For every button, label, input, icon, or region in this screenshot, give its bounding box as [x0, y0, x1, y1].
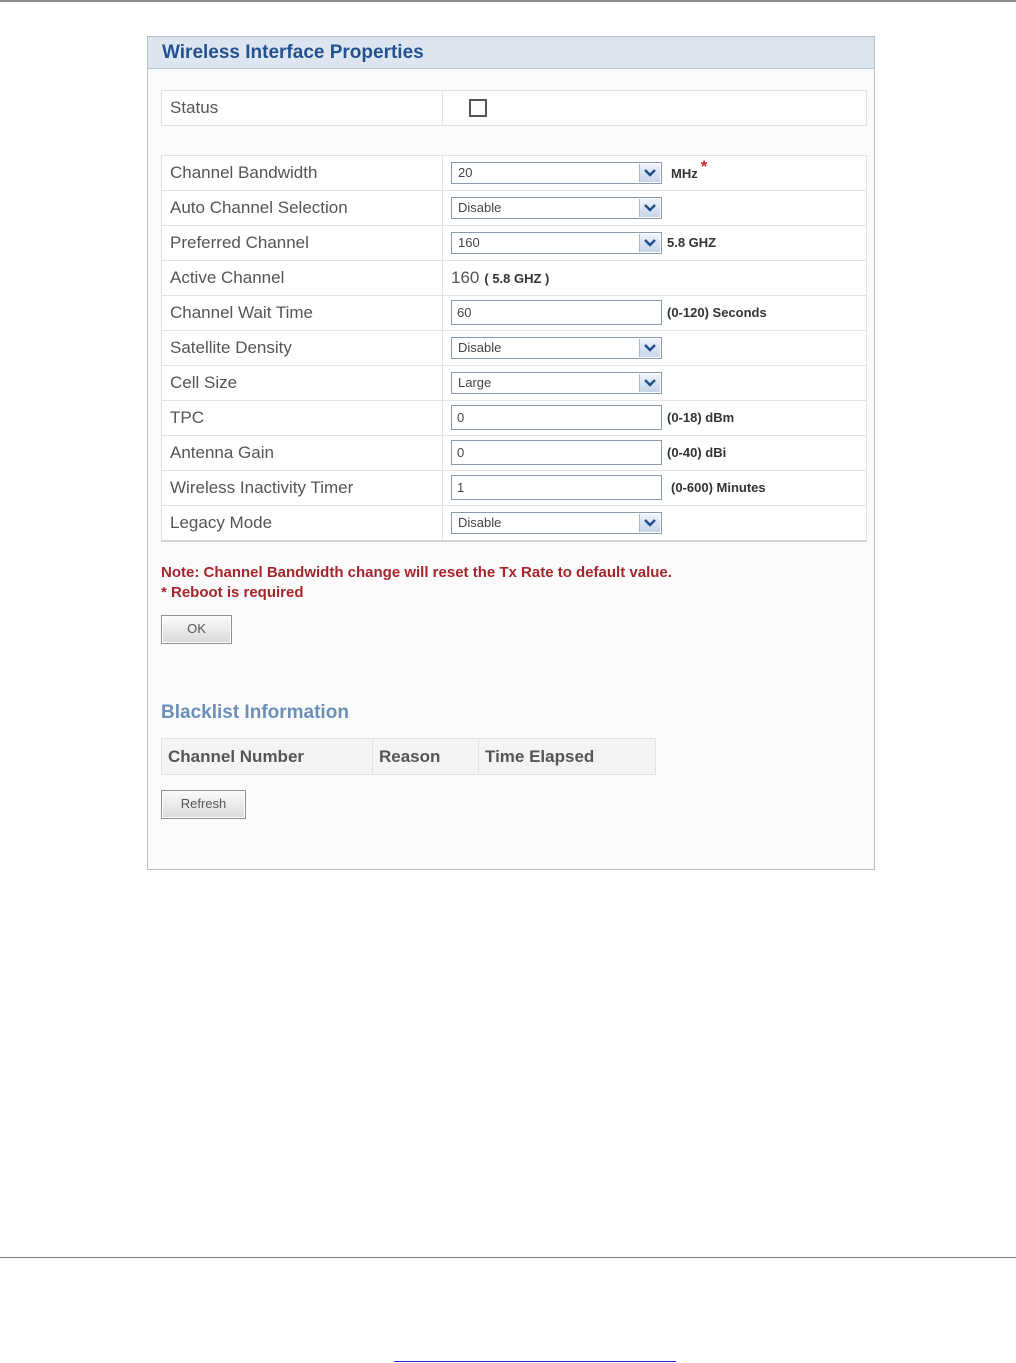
wireless-inactivity-timer-input[interactable]: 1	[451, 475, 662, 500]
antenna-gain-value	[451, 436, 866, 470]
refresh-button[interactable]: Refresh	[161, 790, 246, 819]
auto-channel-selection-selected: Disable	[458, 200, 502, 215]
channel-wait-time-label: Channel Wait Time	[162, 296, 443, 330]
channel-bandwidth-label: Channel Bandwidth	[162, 156, 443, 190]
auto-channel-selection-label: Auto Channel Selection	[162, 191, 443, 225]
status-section	[161, 90, 867, 126]
active-channel-label: Active Channel	[162, 261, 443, 295]
chevron-down-icon[interactable]	[639, 199, 660, 217]
note-block	[161, 563, 861, 603]
column-channel-number: Channel Number	[162, 739, 373, 774]
status-value	[451, 91, 866, 125]
row-antenna-gain	[162, 436, 866, 471]
satellite-density-selected: Disable	[458, 340, 502, 355]
channel-bandwidth-unit	[671, 156, 707, 191]
preferred-channel-label: Preferred Channel	[162, 226, 443, 260]
wireless-interface-panel	[147, 36, 875, 870]
row-satellite-density	[162, 331, 866, 366]
auto-channel-selection-value	[451, 191, 866, 225]
antenna-gain-input[interactable]: 0	[451, 440, 662, 465]
satellite-density-label: Satellite Density	[162, 331, 443, 365]
active-channel-number: 160	[451, 268, 480, 287]
legacy-mode-select[interactable]	[451, 512, 662, 534]
channel-bandwidth-selected: 20	[458, 165, 473, 180]
legacy-mode-selected: Disable	[458, 515, 502, 530]
required-asterisk: *	[700, 157, 708, 176]
channel-wait-time-unit: (0-120) Seconds	[667, 305, 767, 320]
channel-wait-time-value	[451, 296, 866, 330]
status-checkbox[interactable]	[469, 99, 487, 117]
antenna-gain-unit: (0-40) dBi	[667, 445, 727, 460]
preferred-channel-value	[451, 226, 866, 260]
wireless-inactivity-timer-label: Wireless Inactivity Timer	[162, 471, 443, 505]
wireless-inactivity-timer-value	[451, 471, 866, 505]
satellite-density-value	[451, 331, 866, 365]
panel-title: Wireless Interface Properties	[148, 37, 874, 69]
chevron-down-icon[interactable]	[639, 374, 660, 392]
chevron-down-icon[interactable]	[639, 164, 660, 182]
status-row	[162, 91, 866, 125]
footer-link-underline[interactable]	[394, 1361, 676, 1362]
settings-table	[161, 155, 867, 542]
channel-bandwidth-value	[451, 156, 866, 190]
row-channel-bandwidth	[162, 156, 866, 191]
page-footer-rule	[0, 1257, 1016, 1258]
chevron-down-icon[interactable]	[639, 514, 660, 532]
column-time-elapsed: Time Elapsed	[485, 747, 595, 766]
ok-button[interactable]: OK	[161, 615, 232, 644]
tpc-label: TPC	[162, 401, 443, 435]
tpc-unit: (0-18) dBm	[667, 410, 735, 425]
satellite-density-select[interactable]	[451, 337, 662, 359]
channel-wait-time-input[interactable]: 60	[451, 300, 662, 325]
top-rule	[0, 0, 1016, 2]
legacy-mode-value	[451, 506, 866, 540]
row-channel-wait-time	[162, 296, 866, 331]
chevron-down-icon[interactable]	[639, 234, 660, 252]
antenna-gain-label: Antenna Gain	[162, 436, 443, 470]
chevron-down-icon[interactable]	[639, 339, 660, 357]
row-tpc	[162, 401, 866, 436]
active-channel-readout	[451, 261, 549, 296]
row-legacy-mode	[162, 506, 866, 540]
blacklist-title: Blacklist Information	[161, 702, 349, 723]
active-channel-value	[451, 261, 866, 295]
active-channel-unit: ( 5.8 GHZ )	[484, 271, 550, 286]
cell-size-value	[451, 366, 866, 400]
blacklist-table-header	[161, 738, 656, 775]
row-auto-channel-selection	[162, 191, 866, 226]
row-wireless-inactivity-timer	[162, 471, 866, 506]
preferred-channel-selected: 160	[458, 235, 480, 250]
preferred-channel-select[interactable]	[451, 232, 662, 254]
tpc-value	[451, 401, 866, 435]
note-reboot-required: * Reboot is required	[161, 584, 304, 601]
tpc-input[interactable]: 0	[451, 405, 662, 430]
status-label: Status	[162, 91, 443, 125]
auto-channel-selection-select[interactable]	[451, 197, 662, 219]
channel-bandwidth-select[interactable]	[451, 162, 662, 184]
cell-size-label: Cell Size	[162, 366, 443, 400]
channel-bandwidth-unit-text: MHz	[671, 166, 698, 181]
row-active-channel	[162, 261, 866, 296]
row-cell-size	[162, 366, 866, 401]
preferred-channel-unit: 5.8 GHZ	[667, 235, 717, 250]
legacy-mode-label: Legacy Mode	[162, 506, 443, 540]
wireless-inactivity-timer-unit: (0-600) Minutes	[671, 480, 766, 495]
cell-size-select[interactable]	[451, 372, 662, 394]
column-reason: Reason	[373, 739, 479, 774]
note-bandwidth-reset: Note: Channel Bandwidth change will reset the Tx Rate to default value.	[161, 564, 672, 581]
row-preferred-channel	[162, 226, 866, 261]
cell-size-selected: Large	[458, 375, 492, 390]
